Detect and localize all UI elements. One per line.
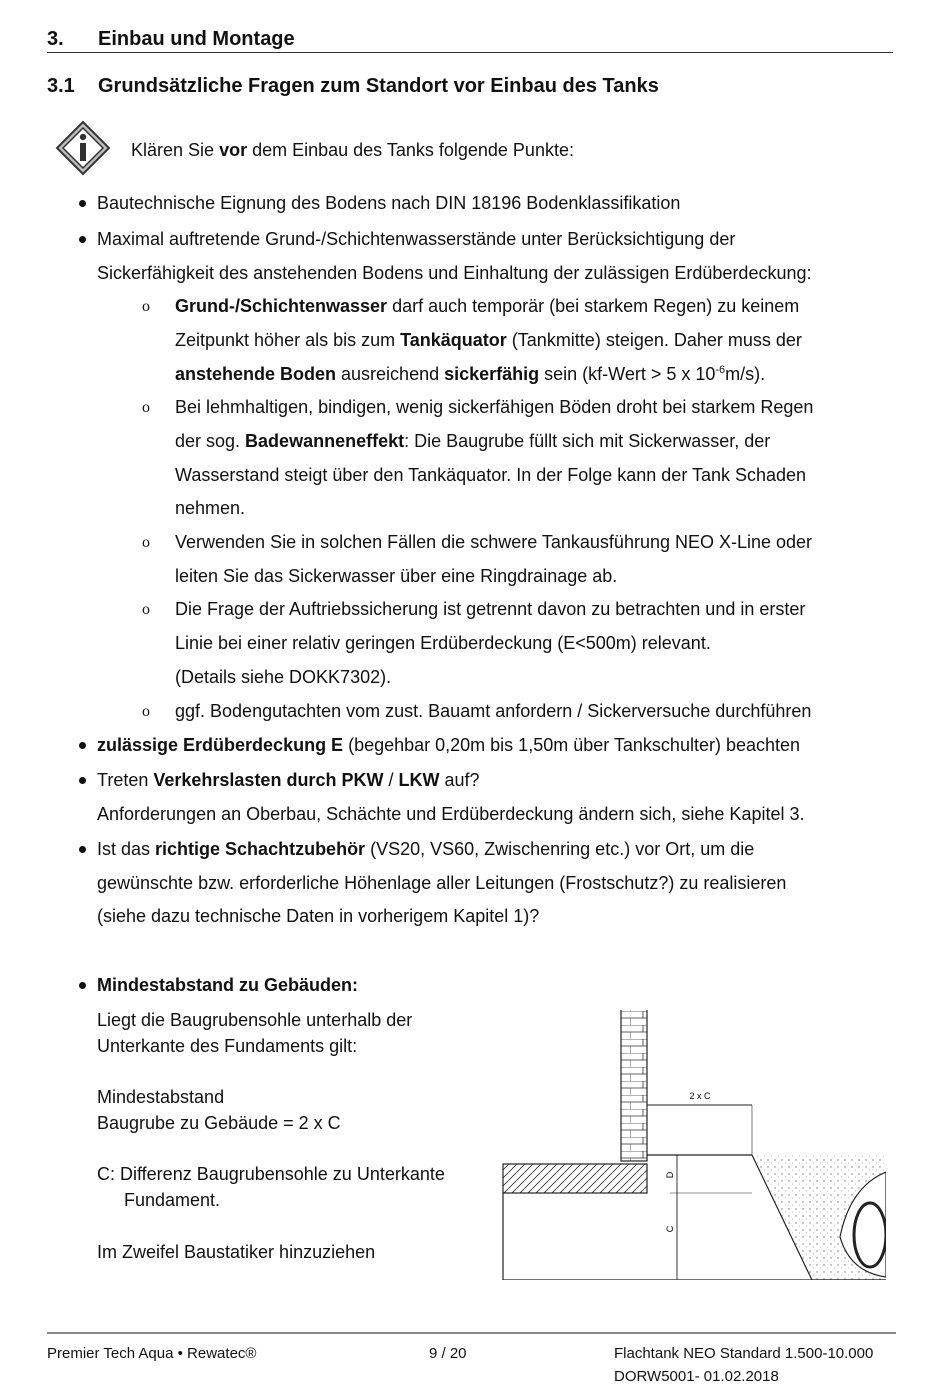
text-run: m/s).: [725, 364, 766, 384]
bullet-marker: [78, 775, 88, 785]
bullet-marker: [78, 234, 88, 244]
bullet-marker: [78, 198, 88, 208]
exponent: -6: [715, 364, 726, 376]
footer-page-number: 9 / 20: [429, 1345, 467, 1362]
subsection-heading: [47, 75, 659, 98]
bold-term: Verkehrslasten durch PKW: [153, 770, 384, 790]
sub-marker: o: [142, 399, 150, 416]
sub-marker: o: [142, 298, 150, 315]
distance-diagram: [500, 1010, 886, 1280]
bold-term: LKW: [398, 770, 440, 790]
text-run: /: [383, 770, 399, 790]
bold-term: zulässige Erdüberdeckung E: [97, 735, 344, 755]
sub-item: ggf. Bodengutachten vom zust. Bauamt anfordern / Sickerversuche durchführen: [175, 701, 812, 721]
sub-item: Die Frage der Auftriebssicherung ist getrennt davon zu betrachten und in erster: [175, 599, 806, 619]
text-run: Treten: [97, 770, 154, 790]
brick-wall: [621, 1010, 647, 1161]
footer-company: Premier Tech Aqua • Rewatec®: [47, 1345, 257, 1362]
list-item: [97, 770, 480, 791]
subsection-number: 3.1: [47, 75, 75, 97]
bold-term: Grund-/Schichtenwasser: [175, 296, 388, 316]
mindest-formula: Baugrube zu Gebäude = 2 x C: [97, 1113, 341, 1133]
intro-bold: vor: [219, 140, 248, 160]
mindest-text: Fundament.: [124, 1190, 221, 1210]
text-run: (begehbar 0,20m bis 1,50m über Tankschulter) beachten: [343, 735, 801, 755]
sub-item-cont: leiten Sie das Sickerwasser über eine Ringdrainage ab.: [175, 566, 618, 586]
sub-item: [175, 296, 799, 317]
mindest-text: Liegt die Baugrubensohle unterhalb der: [97, 1010, 413, 1030]
sub-item-cont: [175, 431, 770, 452]
list-item: [97, 735, 800, 756]
bold-term: sickerfähig: [444, 364, 540, 384]
sub-item: Verwenden Sie in solchen Fällen die schwere Tankausführung NEO X-Line oder: [175, 532, 813, 552]
section-number: 3.: [47, 28, 64, 50]
footer-doc-id: DORW5001- 01.02.2018: [614, 1368, 779, 1385]
label-2xc: 2 x C: [689, 1091, 711, 1101]
list-item: [97, 839, 754, 860]
list-item: Bautechnische Eignung des Bodens nach DIN 18196 Bodenklassifikation: [97, 193, 681, 213]
info-diamond-icon: [55, 120, 111, 176]
bold-term: anstehende Boden: [175, 364, 337, 384]
foundation: [503, 1164, 647, 1193]
label-d: D: [665, 1171, 675, 1179]
list-item: Maximal auftretende Grund-/Schichtenwasserstände unter Berücksichtigung der: [97, 229, 736, 249]
text-run: (VS20, VS60, Zwischenring etc.) vor Ort, um die: [365, 839, 755, 859]
text-run: (Tankmitte) steigen. Daher muss der: [506, 330, 802, 350]
sub-marker: o: [142, 703, 150, 720]
mindest-text: Im Zweifel Baustatiker hinzuziehen: [97, 1242, 376, 1262]
sub-item: Bei lehmhaltigen, bindigen, wenig sickerfähigen Böden droht bei starkem Regen: [175, 397, 814, 417]
bullet-marker: [78, 740, 88, 750]
sub-item-cont: Linie bei einer relativ geringen Erdüberdeckung (E<500m) relevant.: [175, 633, 711, 653]
bullet-marker: [78, 844, 88, 854]
text-run: darf auch temporär (bei starkem Regen) zu keinem: [387, 296, 800, 316]
mindest-heading: Mindestabstand zu Gebäuden:: [97, 975, 359, 995]
bold-term: Badewanneneffekt: [245, 431, 405, 451]
text-run: auf?: [439, 770, 480, 790]
sub-item-cont: (Details siehe DOKK7302).: [175, 667, 392, 687]
label-c: C: [665, 1225, 675, 1233]
list-item-cont: Sickerfähigkeit des anstehenden Bodens und Einhaltung der zulässigen Erdüberdeckung:: [97, 263, 812, 283]
text-run: : Die Baugrube füllt sich mit Sickerwasser, der: [404, 431, 771, 451]
intro-post: dem Einbau des Tanks folgende Punkte:: [247, 140, 574, 160]
list-item-cont: (siehe dazu technische Daten in vorherigem Kapitel 1)?: [97, 906, 540, 926]
intro-text: [131, 140, 574, 161]
mindest-text: Mindestabstand: [97, 1087, 225, 1107]
sub-item-cont: [175, 364, 765, 385]
text-run: der sog.: [175, 431, 246, 451]
list-item-cont: Anforderungen an Oberbau, Schächte und Erdüberdeckung ändern sich, siehe Kapitel 3.: [97, 804, 805, 824]
subsection-title: Grundsätzliche Fragen zum Standort vor Einbau des Tanks: [98, 75, 659, 97]
bold-term: Tankäquator: [400, 330, 507, 350]
sub-marker: o: [142, 601, 150, 618]
sub-marker: o: [142, 534, 150, 551]
sub-item-cont: [175, 330, 802, 351]
sub-item-cont: nehmen.: [175, 498, 246, 518]
section-title: Einbau und Montage: [98, 28, 295, 50]
mindest-text: Unterkante des Fundaments gilt:: [97, 1036, 358, 1056]
section-heading: [47, 28, 295, 51]
sub-item-cont: Wasserstand steigt über den Tankäquator. In der Folge kann der Tank Schaden: [175, 465, 807, 485]
mindest-text: C: Differenz Baugrubensohle zu Unterkante: [97, 1164, 445, 1184]
text-run: ausreichend: [336, 364, 445, 384]
footer-rule: [47, 1332, 896, 1334]
list-item-cont: gewünschte bzw. erforderliche Höhenlage aller Leitungen (Frostschutz?) zu realisieren: [97, 873, 787, 893]
heading-rule: [47, 52, 893, 53]
intro-pre: Klären Sie: [131, 140, 220, 160]
text-run: Ist das: [97, 839, 156, 859]
text-run: sein (kf-Wert > 5 x 10: [539, 364, 716, 384]
bullet-marker: [78, 980, 88, 990]
text-run: Zeitpunkt höher als bis zum: [175, 330, 401, 350]
bold-term: richtige Schachtzubehör: [155, 839, 366, 859]
footer-product: Flachtank NEO Standard 1.500-10.000: [614, 1345, 874, 1362]
